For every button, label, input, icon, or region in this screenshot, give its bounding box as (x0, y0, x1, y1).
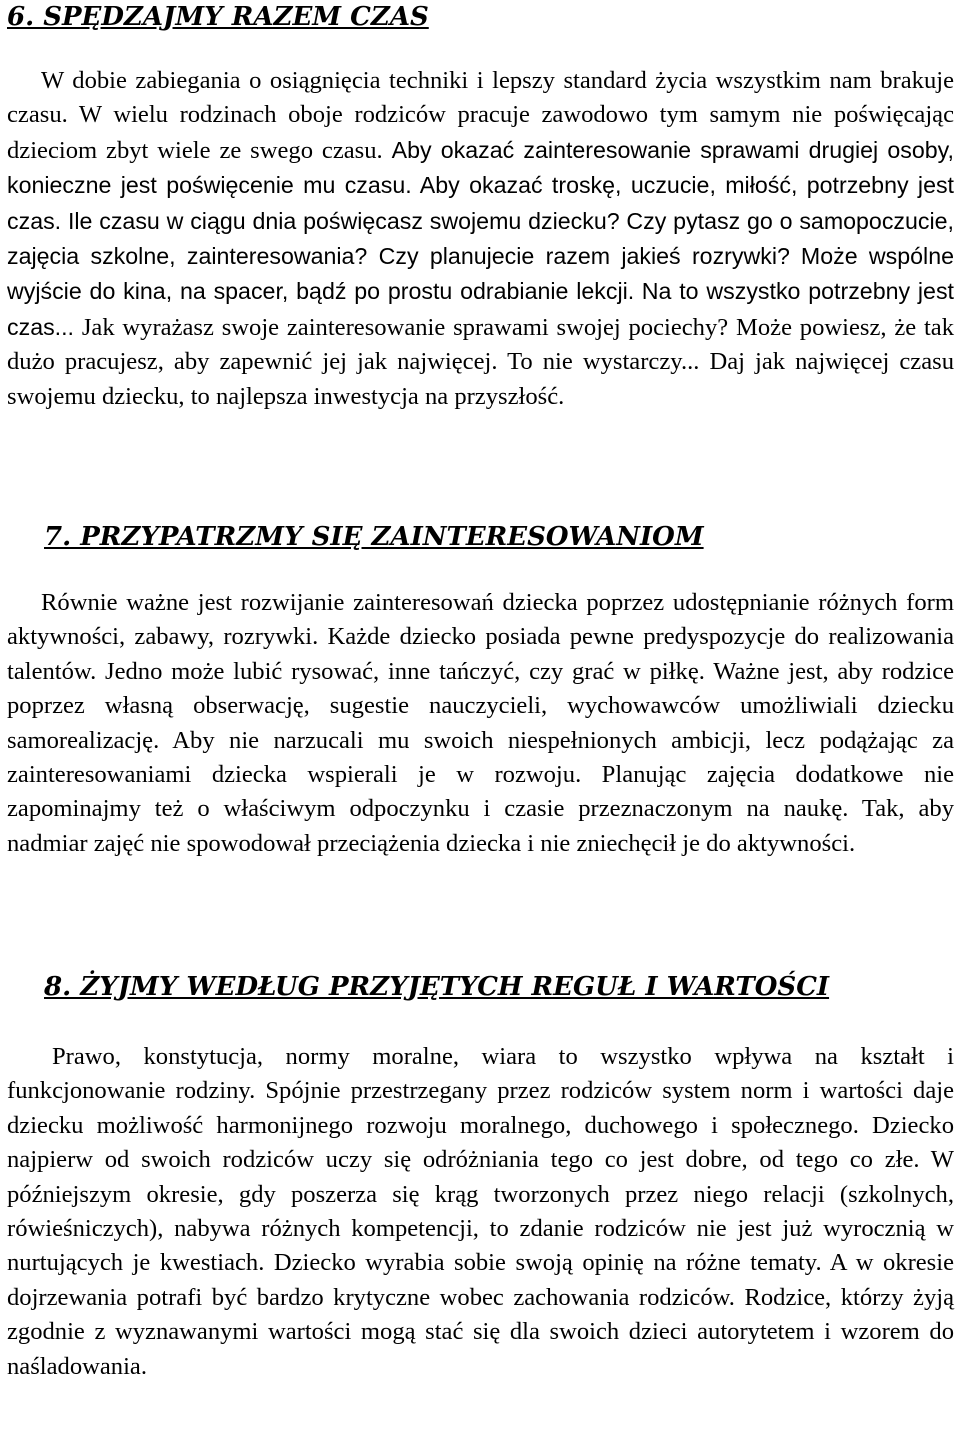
paragraph-segment: Na to wszystko potrzebny jest czas... (7, 278, 954, 340)
section-7-paragraph (7, 586, 954, 861)
section-heading-8: 8. ŻYJMY WEDŁUG PRZYJĘTYCH REGUŁ I WARTOŚCI (44, 972, 830, 1002)
paragraph-segment: W dobie zabiegania o osiągnięcia techniki i lepszy standard życia wszystkim nam brakuje czasu. W wielu rodzinach oboje rodziców pracuje zawodowo tym samym nie poświęcając dzieciom zbyt wiele ze swego czasu. (7, 67, 954, 164)
paragraph-segment: Aby okazać zainteresowanie sprawami drugiej osoby, konieczne jest poświęcenie mu czasu. Aby okazać troskę, uczucie, miłość, potrzebny jest czas. Ile czasu w ciągu dnia poświęcasz swojemu dziecku? Czy pytasz go o samopoczucie, zajęcia szkolne, zainteresowania? Czy planujecie razem jakieś rozrywki? (7, 136, 954, 270)
section-8-paragraph (7, 1040, 954, 1384)
section-heading-6: 6. SPĘDZAJMY RAZEM CZAS (7, 2, 429, 32)
section-heading-7: 7. PRZYPATRZMY SIĘ ZAINTERESOWANIOM (44, 522, 704, 552)
paragraph-segment: Może wspólne wyjście do kina, na spacer, bądź po prostu odrabianie lekcji. (7, 243, 954, 305)
paragraph-segment: Równie ważne jest rozwijanie zainteresowań dziecka poprzez udostępnianie różnych form aktywności, zabawy, rozrywki. Każde dziecko posiada pewne predyspozycje do realizowania talentów. Jedno może lubić rysować, inne tańczyć, czy grać w piłkę. Ważne jest, aby rodzice poprzez własną obserwację, sugestie nauczycieli, wychowawców umożliwiali dziecku samorealizację. Aby nie narzucali mu swoich niespełnionych ambicji, lecz podążając za zainteresowaniami dziecka wspierali je w rozwoju. Planując zajęcia dodatkowe nie zapominajmy też o właściwym odpoczynku i czasie przeznaczonym na naukę. Tak, aby nadmiar zajęć nie spowodował przeciążenia dziecka i nie zniechęcił je do aktywności. (7, 589, 954, 857)
paragraph-segment: Jak wyrażasz swoje zainteresowanie sprawami swojej pociechy? Może powiesz, że tak dużo pracujesz, aby zapewnić jej jak najwięcej. To nie wystarczy... Daj jak najwięcej czasu swojemu dziecku, to najlepsza inwestycja na przyszłość. (7, 313, 955, 410)
paragraph-segment: Prawo, konstytucja, normy moralne, wiara to wszystko wpływa na kształt i funkcjonowanie rodziny. Spójnie przestrzegany przez rodziców system norm i wartości daje dziecku możliwość harmonijnego rozwoju moralnego, duchowego i społecznego. Dziecko najpierw od swoich rodziców uczy się odróżniania tego co jest dobre, od tego co złe. W późniejszym okresie, gdy poszerza się krąg tworzonych przez niego relacji (szkolnych, rówieśniczych), nabywa różnych kompetencji, to zdanie rodziców nie jest już wyrocznią w nurtujących je kwestiach. Dziecko wyrabia sobie swoją opinię na różne tematy. A w okresie dojrzewania potrafi być bardzo krytyczne wobec zachowania rodziców. Rodzice, którzy żyją zgodnie z wyznawanymi wartości mogą stać się dla swoich dzieci autorytetem i wzorem do naśladowania. (7, 1043, 954, 1380)
section-6-paragraph (7, 64, 954, 414)
